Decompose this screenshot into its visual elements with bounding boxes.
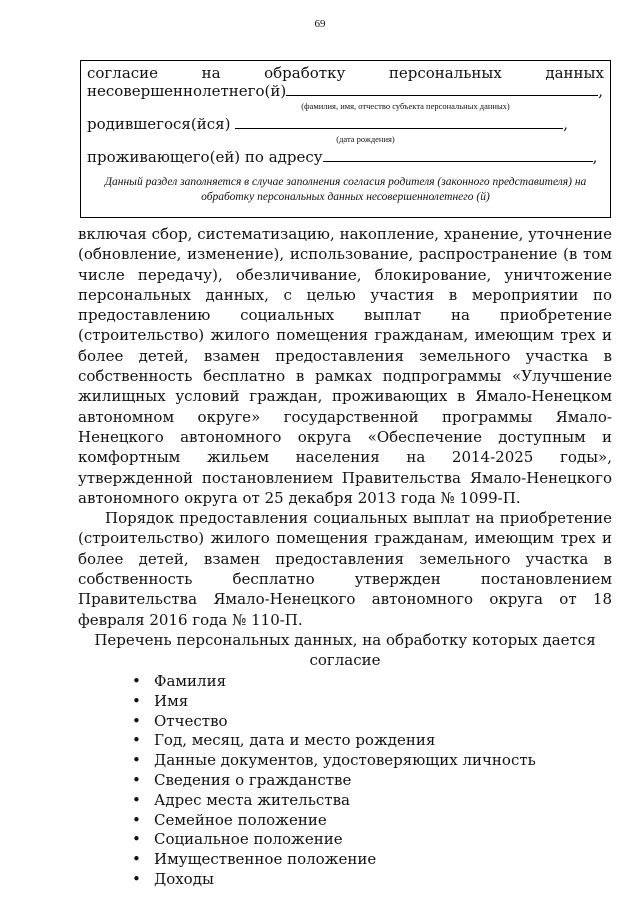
consent-word: обработку: [264, 64, 346, 82]
birth-date-blank[interactable]: [235, 115, 563, 129]
bullet-icon: •: [132, 691, 141, 710]
consent-heading-line: [87, 64, 604, 82]
list-item: • Данные документов, удостоверяющих личность: [132, 751, 536, 770]
bullet-icon: •: [132, 830, 141, 849]
page-number: 69: [314, 18, 326, 30]
birth-date-caption: (дата рождения): [336, 134, 395, 144]
consent-word: согласие: [87, 64, 159, 82]
consent-word: на: [201, 64, 221, 82]
bullet-icon: •: [132, 850, 141, 869]
list-item: • Фамилия: [132, 671, 227, 690]
bullet-icon: •: [132, 869, 141, 888]
birth-date-field: [87, 115, 604, 134]
list-item: • Отчество: [132, 711, 228, 730]
minor-consent-form-box: [80, 60, 611, 218]
birth-date-label: родившегося(йся): [87, 115, 231, 133]
document-body: [78, 224, 612, 890]
comma: ,: [563, 115, 569, 133]
comma: ,: [592, 148, 598, 166]
paragraph-purpose: включая сбор, систематизацию, накопление, хранение, уточнение (обновление, изменение), использование, распространение (в том числе передачу), обезличивание, блокирование, уничтожение персональных данных, с целью участия в мероприятии по предоставлению социальных выплат на приобретение (строительство) жилого помещения гражданам, имеющим трех и более детей, взамен предоставления земельного участка в собственность бесплатно в рамках подпрограммы «Улучшение жилищных условий граждан, проживающих в Ямало-Ненецком автономном округе» государственной программы Ямало-Ненецкого автономного округа «Обеспечение доступным и комфортным жильем населения на 2014-2025 годы», утвержденной постановлением Правительства Ямало-Ненецкого автономного округа от 25 декабря 2013 года № 1099-П.: [78, 225, 612, 507]
minor-name-blank[interactable]: [286, 82, 598, 96]
list-item: • Социальное положение: [132, 830, 343, 849]
minor-name-label: несовершеннолетнего(й): [87, 82, 287, 100]
address-field: [87, 148, 604, 167]
address-blank[interactable]: [323, 148, 593, 162]
minor-name-caption: (фамилия, имя, отчество субъекта персональных данных): [301, 101, 510, 111]
paragraph-procedure: Порядок предоставления социальных выплат на приобретение (строительство) жилого помещения гражданам, имеющим трех и более детей, взамен предоставления земельного участка в собственность бесплатно утвержден постановлением Правительства Ямало-Ненецкого автономного округа от 18 февраля 2016 года № 110-П.: [78, 509, 612, 629]
form-box-note: Данный раздел заполняется в случае заполнения согласия родителя (законного представителя) на обработку персональных данных несовершеннолетнего (й): [104, 176, 587, 203]
comma: ,: [598, 82, 604, 100]
list-item: • Год, месяц, дата и место рождения: [132, 731, 436, 750]
personal-data-list: [78, 672, 612, 890]
list-item: • Доходы: [132, 869, 214, 888]
address-label: проживающего(ей) по адресу: [87, 148, 323, 166]
bullet-icon: •: [132, 711, 141, 730]
minor-name-field: [87, 82, 604, 101]
list-item: • Сведения о гражданстве: [132, 770, 352, 789]
bullet-icon: •: [132, 790, 141, 809]
list-item: • Имя: [132, 691, 189, 710]
list-item: • Адрес места жительства: [132, 790, 350, 809]
bullet-icon: •: [132, 751, 141, 770]
bullet-icon: •: [132, 810, 141, 829]
list-item: • Семейное положение: [132, 810, 327, 829]
bullet-icon: •: [132, 671, 141, 690]
consent-word: персональных: [388, 64, 502, 82]
bullet-icon: •: [132, 731, 141, 750]
bullet-icon: •: [132, 770, 141, 789]
list-item: • Имущественное положение: [132, 850, 377, 869]
list-title: Перечень персональных данных, на обработку которых дается согласие: [94, 630, 596, 669]
consent-word: данных: [545, 64, 604, 82]
